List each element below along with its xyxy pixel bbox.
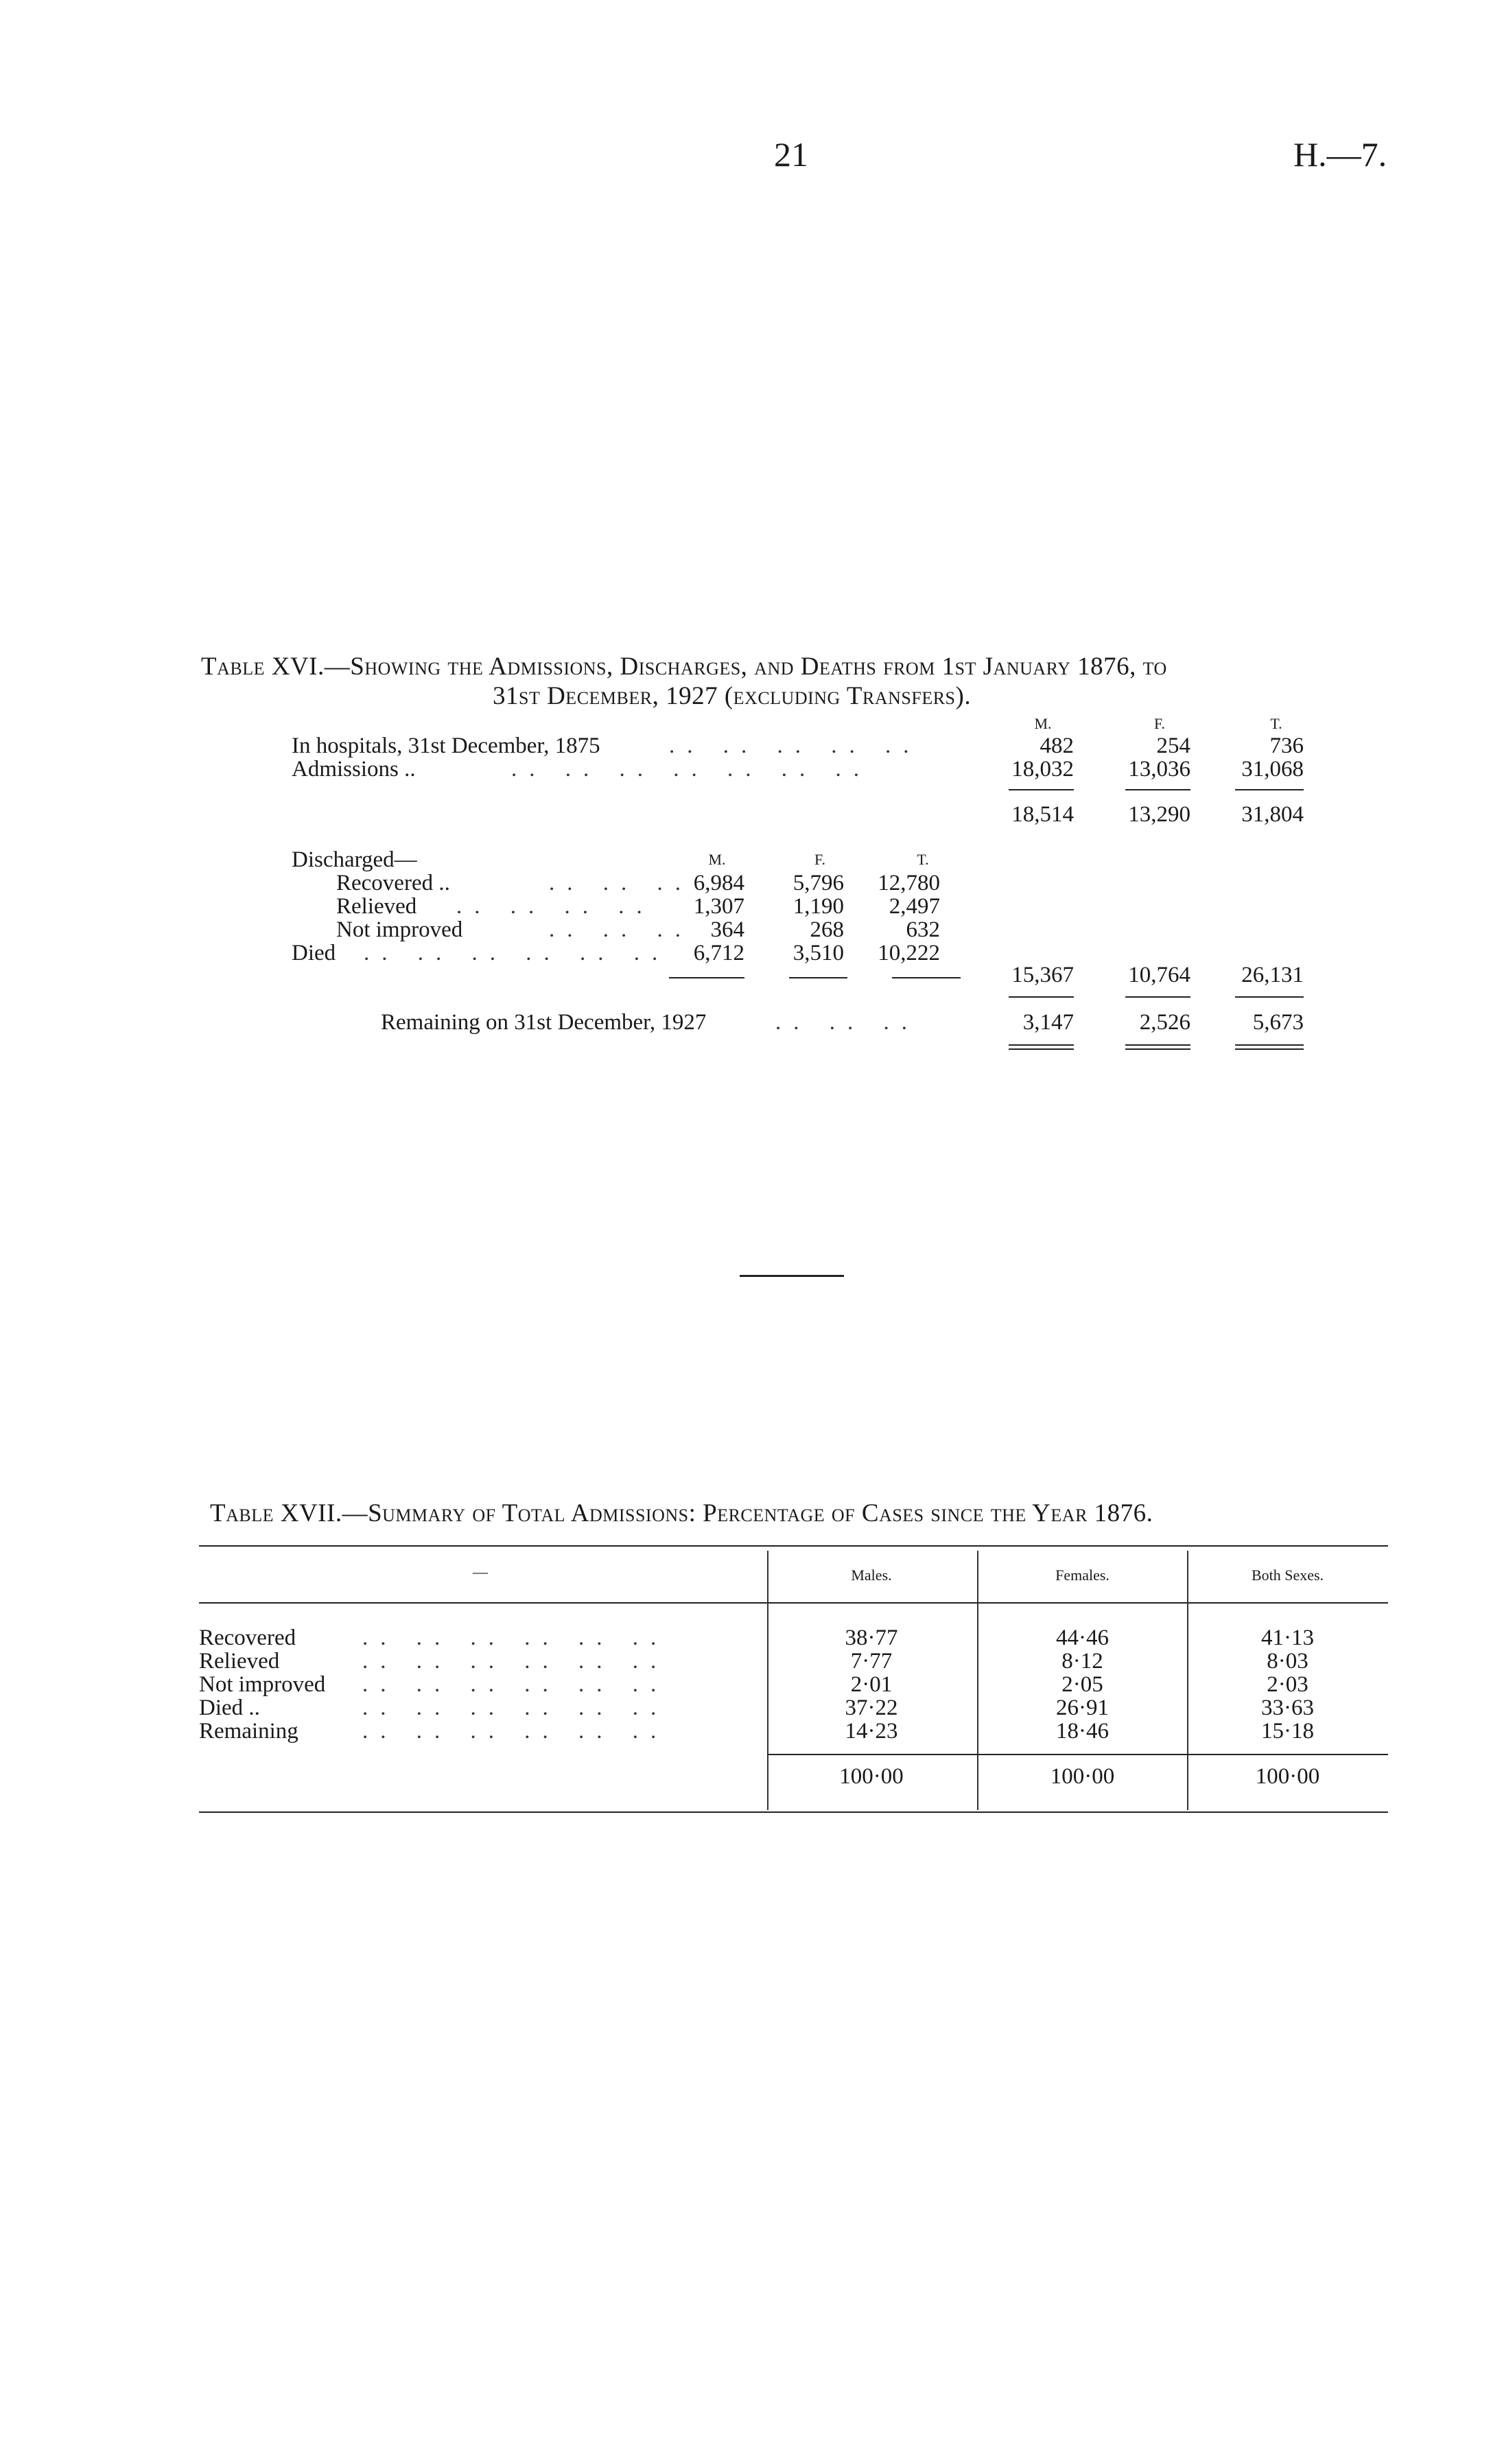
admissions-m: 18,032 — [1011, 757, 1074, 782]
discharged-row-f: 268 — [810, 917, 844, 942]
leader-dots: .. .. .. — [775, 1010, 919, 1035]
summary-both: 33·63 — [1261, 1696, 1314, 1720]
rule — [1235, 996, 1304, 998]
leader-dots: .. .. .. .. .. — [669, 734, 921, 758]
summary-males: 38·77 — [845, 1626, 898, 1650]
summary-females: 2·05 — [1061, 1672, 1103, 1697]
admissions-label: Admissions .. — [292, 757, 416, 782]
summary-both: 2·03 — [1267, 1672, 1308, 1697]
summary-males: 2·01 — [850, 1672, 893, 1697]
col-header-f: F. — [1154, 715, 1165, 732]
discharged-row-t: 12,780 — [878, 871, 940, 895]
in-hospitals-label: In hospitals, 31st December, 1875 — [292, 734, 600, 758]
discharged-row-f: 3,510 — [793, 941, 844, 965]
discharged-row-m: 364 — [710, 917, 744, 942]
summary-males: 7·77 — [850, 1649, 893, 1674]
header-females: Females. — [1055, 1567, 1110, 1584]
leader-dots: .. .. .. .. .. .. — [364, 941, 670, 965]
leader-dots: .. .. .. — [549, 871, 693, 895]
leader-dots: .. .. .. .. .. .. — [362, 1672, 669, 1697]
document-reference: H.—7. — [1293, 135, 1387, 174]
double-rule — [1235, 1044, 1304, 1046]
discharged-row-label: Relieved — [336, 894, 417, 919]
inner-header-f: F. — [814, 851, 825, 868]
summary-both: 8·03 — [1267, 1649, 1308, 1674]
discharged-total-m: 15,367 — [1011, 963, 1074, 987]
leader-dots: .. .. .. .. .. .. — [362, 1626, 669, 1650]
leader-dots: .. .. .. .. .. .. — [362, 1696, 669, 1720]
discharged-row-m: 6,712 — [693, 941, 744, 965]
summary-both: 15·18 — [1261, 1719, 1314, 1744]
rule — [1125, 789, 1190, 790]
total-males: 100·00 — [839, 1764, 904, 1789]
summary-males: 37·22 — [845, 1696, 898, 1720]
summary-females: 44·46 — [1056, 1626, 1109, 1650]
totals-rule — [767, 1754, 1388, 1755]
discharged-total-f: 10,764 — [1128, 963, 1190, 987]
summary-row-label: Relieved — [199, 1649, 280, 1674]
summary-females: 8·12 — [1061, 1649, 1103, 1674]
leader-dots: .. .. .. .. .. .. .. — [511, 757, 871, 782]
admissions-f: 13,036 — [1128, 757, 1190, 782]
total-both: 100·00 — [1255, 1764, 1320, 1789]
in-hospitals-t: 736 — [1269, 734, 1304, 758]
table16-title-line2: 31st December, 1927 (excluding Transfers). — [493, 682, 972, 710]
discharged-row-m: 1,307 — [693, 894, 744, 919]
table17-blank-header: — — [473, 1563, 488, 1580]
double-rule — [1009, 1048, 1074, 1050]
discharged-row-m: 6,984 — [693, 871, 744, 895]
summary-males: 14·23 — [845, 1719, 898, 1744]
summary-both: 41·13 — [1261, 1626, 1314, 1650]
table17-header-rule — [199, 1602, 1388, 1604]
in-hospitals-f: 254 — [1156, 734, 1190, 758]
discharged-row-label: Died — [292, 941, 336, 965]
col-header-t: T. — [1270, 715, 1282, 732]
remaining-m: 3,147 — [1022, 1010, 1074, 1035]
discharged-row-f: 1,190 — [793, 894, 844, 919]
table17-bottom-rule — [199, 1811, 1388, 1813]
header-males: Males. — [851, 1567, 892, 1584]
table17-title: Table XVII.—Summary of Total Admissions: Percentage of Cases since the Year 1876. — [210, 1499, 1153, 1527]
summary-row-label: Not improved — [199, 1672, 326, 1697]
summary-row-label: Recovered — [199, 1626, 296, 1650]
section-separator — [740, 1275, 844, 1277]
page-number: 21 — [774, 135, 808, 174]
rule — [669, 977, 744, 978]
table17-top-rule — [199, 1545, 1388, 1547]
double-rule — [1125, 1044, 1190, 1046]
discharged-row-t: 10,222 — [878, 941, 940, 965]
double-rule — [1235, 1048, 1304, 1050]
leader-dots: .. .. .. .. .. .. — [362, 1649, 669, 1674]
discharged-total-t: 26,131 — [1241, 963, 1304, 987]
in-hospitals-m: 482 — [1040, 734, 1074, 758]
header-both-sexes: Both Sexes. — [1251, 1567, 1324, 1584]
admissions-t: 31,068 — [1241, 757, 1304, 782]
inner-header-m: M. — [708, 851, 726, 868]
leader-dots: .. .. .. .. .. .. — [362, 1719, 669, 1744]
double-rule — [1125, 1048, 1190, 1050]
remaining-t: 5,673 — [1252, 1010, 1304, 1035]
summary-row-label: Remaining — [199, 1719, 298, 1744]
discharged-row-t: 2,497 — [889, 894, 940, 919]
col-header-m: M. — [1034, 715, 1052, 732]
summary-females: 26·91 — [1056, 1696, 1109, 1720]
double-rule — [1009, 1044, 1074, 1046]
rule — [1009, 996, 1074, 998]
total-females: 100·00 — [1050, 1764, 1115, 1789]
discharged-row-f: 5,796 — [793, 871, 844, 895]
table16-title-line1: Table XVI.—Showing the Admissions, Discharges, and Deaths from 1st January 1876, to — [201, 653, 1167, 681]
discharged-row-t: 632 — [906, 917, 940, 942]
discharged-label: Discharged— — [292, 847, 417, 872]
rule — [789, 977, 847, 978]
inner-header-t: T. — [917, 851, 929, 868]
leader-dots: .. .. .. .. — [456, 894, 655, 919]
discharged-row-label: Not improved — [336, 917, 463, 942]
subtotal-m: 18,514 — [1011, 802, 1074, 827]
summary-row-label: Died .. — [199, 1696, 260, 1720]
rule — [1125, 996, 1190, 998]
rule — [1235, 789, 1304, 790]
rule — [1009, 789, 1074, 790]
rule — [892, 977, 961, 978]
summary-females: 18·46 — [1056, 1719, 1109, 1744]
remaining-f: 2,526 — [1139, 1010, 1190, 1035]
remaining-label: Remaining on 31st December, 1927 — [381, 1010, 707, 1035]
leader-dots: .. .. .. — [549, 917, 693, 942]
discharged-row-label: Recovered .. — [336, 871, 450, 895]
subtotal-f: 13,290 — [1128, 802, 1190, 827]
subtotal-t: 31,804 — [1241, 802, 1304, 827]
